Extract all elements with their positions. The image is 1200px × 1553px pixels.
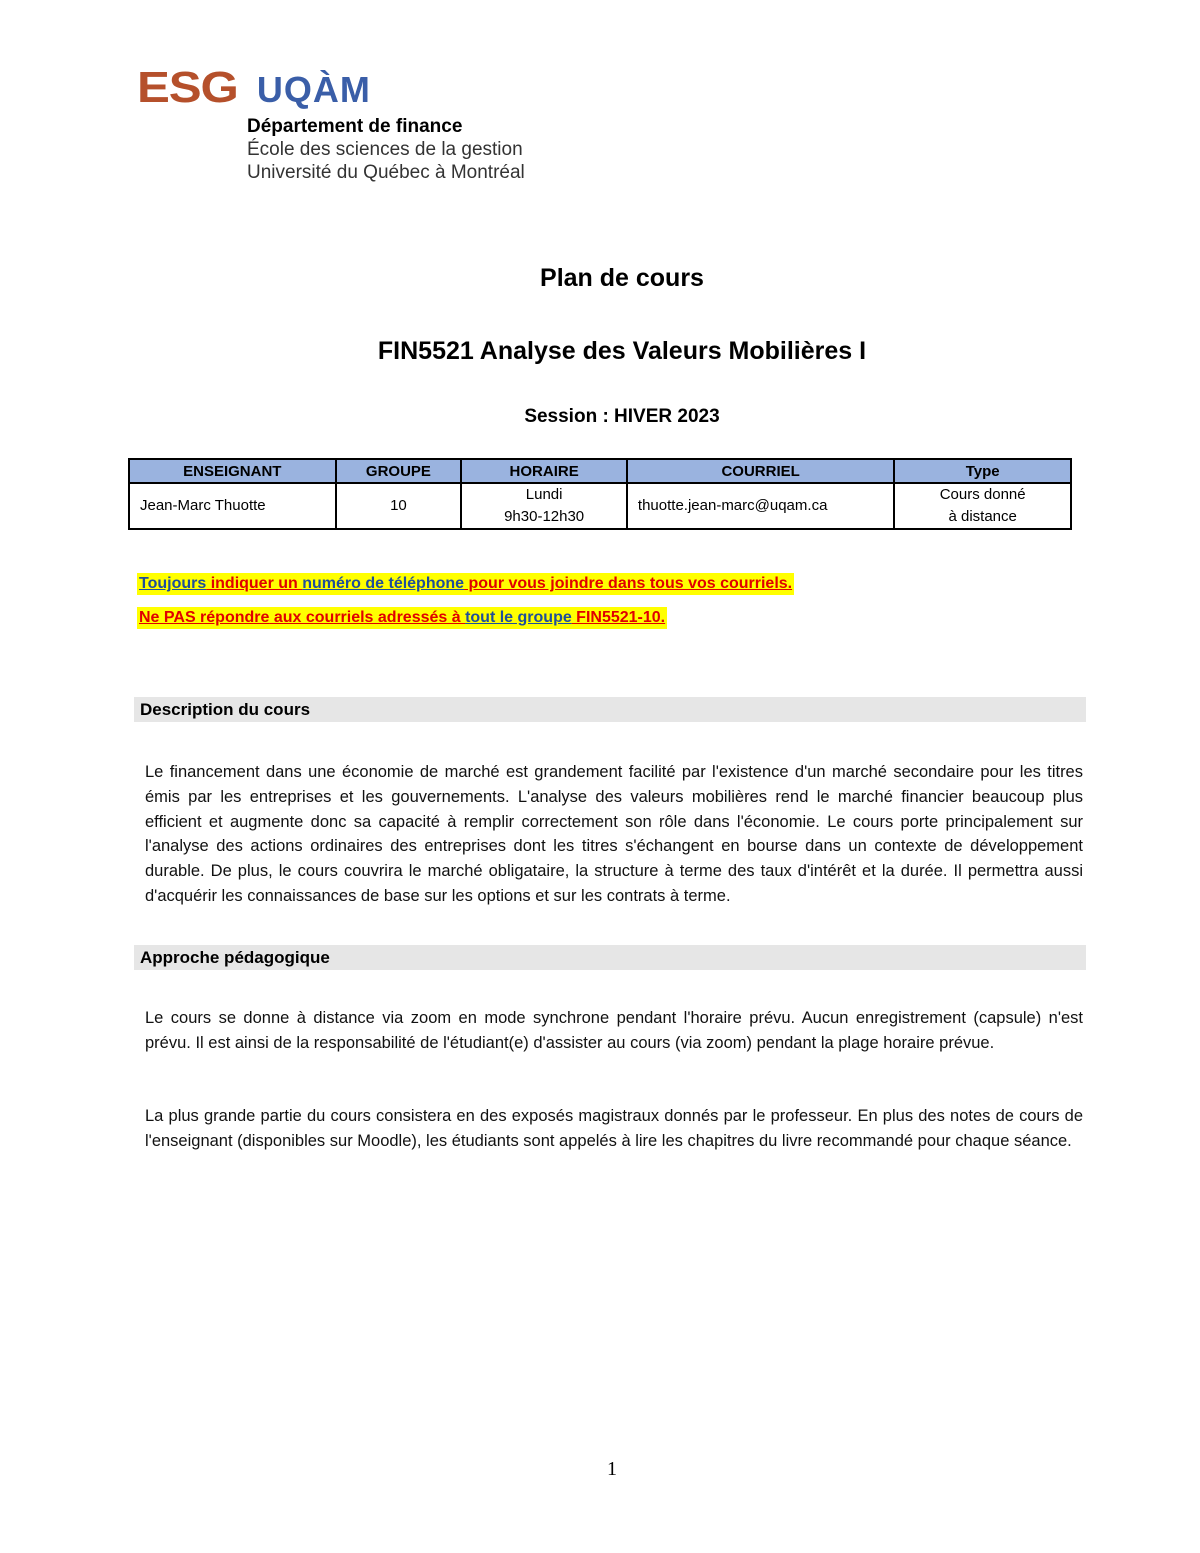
table-row bbox=[129, 483, 1071, 529]
schedule-time: 9h30-12h30 bbox=[504, 508, 585, 525]
cell-email[interactable]: thuotte.jean-marc@uqam.ca bbox=[627, 483, 894, 529]
header-teacher: ENSEIGNANT bbox=[129, 459, 336, 483]
cell-teacher: Jean-Marc Thuotte bbox=[129, 483, 336, 529]
notice2-part-d: FIN5521-10. bbox=[571, 609, 666, 626]
logo-esg-text: ESG bbox=[137, 63, 238, 112]
department-name: Département de finance bbox=[247, 116, 463, 137]
type-line2: à distance bbox=[948, 508, 1017, 525]
session-label: Session : HIVER 2023 bbox=[524, 406, 720, 427]
section-heading-description: Description du cours bbox=[134, 697, 1086, 722]
header-group: GROUPE bbox=[336, 459, 462, 483]
department-block bbox=[247, 115, 525, 184]
notice2-part-b: aux courriels adressés à bbox=[269, 609, 466, 626]
esg-uqam-logo bbox=[137, 63, 371, 112]
notice1-part-b: indiquer un bbox=[206, 575, 303, 592]
notice2-part-a: Ne PAS répondre bbox=[139, 609, 270, 626]
reply-all-notice bbox=[137, 607, 667, 629]
schedule-day: Lundi bbox=[525, 486, 563, 503]
header-schedule: HORAIRE bbox=[461, 459, 627, 483]
course-info-table bbox=[128, 458, 1072, 530]
approach-paragraph-2: La plus grande partie du cours consistera en des exposés magistraux donnés par le professeur. En plus des notes de cours de l'enseignant (disponibles sur Moodle), les étudiants sont appelés à lire les chapitres du livre recommandé pour chaque séance. bbox=[145, 1107, 1083, 1150]
type-line1: Cours donné bbox=[939, 486, 1026, 503]
cell-type bbox=[894, 483, 1071, 529]
phone-notice bbox=[137, 573, 794, 595]
page-title: Plan de cours bbox=[540, 264, 704, 292]
school-name: École des sciences de la gestion bbox=[247, 139, 523, 160]
notice1-part-a: Toujours bbox=[139, 575, 207, 592]
university-name: Université du Québec à Montréal bbox=[247, 162, 525, 183]
logo-uqam-text: UQÀM bbox=[256, 69, 371, 110]
cell-group: 10 bbox=[336, 483, 462, 529]
header-type: Type bbox=[894, 459, 1071, 483]
description-paragraph: Le financement dans une économie de marché est grandement facilité par l'existence d'un marché secondaire pour les titres émis par les entreprises et les gouvernements. L'analyse des valeurs mobilières rend le marché financier beaucoup plus efficient et augmente donc sa capacité à remplir correctement son rôle dans l'économie. Le cours porte principalement sur l'analyse des actions ordinaires des entreprises dont les titres s'échangent en bourse dans un contexte de développement durable. De plus, le cours couvrira le marché obligataire, la structure à terme des taux d'intérêt et la durée. Il permettra aussi d'acquérir les connaissances de base sur les options et sur les contrats à terme. bbox=[145, 763, 1083, 905]
header-email: COURRIEL bbox=[627, 459, 894, 483]
notice2-part-c: tout le groupe bbox=[465, 609, 572, 626]
table-header-row bbox=[129, 459, 1071, 483]
course-title: FIN5521 Analyse des Valeurs Mobilières I bbox=[377, 337, 867, 365]
cell-schedule bbox=[461, 483, 627, 529]
notice1-part-d: pour vous joindre dans tous vos courriels. bbox=[464, 575, 793, 592]
section-heading-approach: Approche pédagogique bbox=[134, 945, 1086, 970]
page-number: 1 bbox=[607, 1458, 617, 1480]
approach-paragraph-1: Le cours se donne à distance via zoom en mode synchrone pendant l'horaire prévu. Aucun enregistrement (capsule) n'est prévu. Il est ainsi de la responsabilité de l'étudiant(e) d'assister au cours (via zoom) pendant la plage horaire prévue. bbox=[145, 1009, 1083, 1052]
notice1-part-c: numéro de téléphone bbox=[302, 575, 465, 592]
